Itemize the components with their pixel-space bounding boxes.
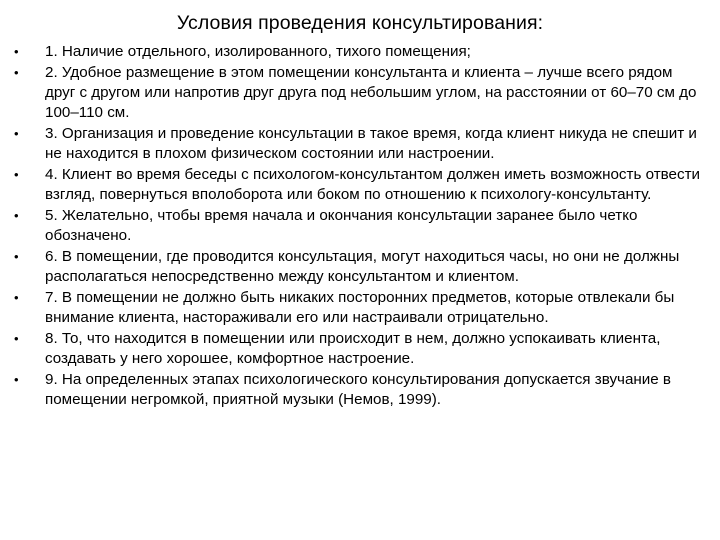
bullet-icon: • — [14, 126, 19, 141]
list-item — [14, 247, 704, 287]
list-item-text: 2. Удобное размещение в этом помещении консультанта и клиента – лучше всего рядом друг с другом или напротив друг друга под небольшим углом, на расстоянии от 60–70 см до 100–110 см. — [45, 64, 697, 121]
list-item-text: 3. Организация и проведение консультации в такое время, когда клиент никуда не спешит и не находится в плохом физическом состоянии или настроении. — [45, 125, 697, 162]
list-item-text: 6. В помещении, где проводится консультация, могут находиться часы, но они не должны располагаться непосредственно между консультантом и клиентом. — [45, 248, 680, 285]
slide-title: Условия проведения консультирования: — [176, 12, 544, 34]
list-item-text: 4. Клиент во время беседы с психологом-консультантом должен иметь возможность отвести взгляд, повернуться вполоборота или боком по отношению к психологу-консультанту. — [45, 166, 701, 203]
list-item-text: 1. Наличие отдельного, изолированного, тихого помещения; — [45, 43, 471, 60]
list-item — [14, 42, 704, 62]
list-item — [14, 63, 704, 123]
list-item-text: 7. В помещении не должно быть никаких посторонних предметов, которые отвлекали бы внимание клиента, настораживали его или настраивали отрицательно. — [45, 289, 675, 326]
bullet-list — [14, 42, 704, 411]
list-item — [14, 206, 704, 246]
bullet-icon: • — [14, 249, 19, 264]
bullet-icon: • — [14, 372, 19, 387]
list-item-text: 9. На определенных этапах психологического консультирования допускается звучание в помещении негромкой, приятной музыки (Немов, 1999). — [45, 371, 671, 408]
bullet-icon: • — [14, 290, 19, 305]
bullet-icon: • — [14, 331, 19, 346]
list-item — [14, 329, 704, 369]
bullet-icon: • — [14, 65, 19, 81]
list-item-text: 5. Желательно, чтобы время начала и окончания консультации заранее было четко обозначено. — [45, 207, 638, 244]
bullet-icon: • — [14, 167, 19, 182]
list-item-text: 8. То, что находится в помещении или происходит в нем, должно успокаивать клиента, создавать у него хорошее, комфортное настроение. — [45, 330, 661, 367]
bullet-icon: • — [14, 44, 19, 59]
list-item — [14, 165, 704, 205]
bullet-icon: • — [14, 208, 19, 223]
list-item — [14, 370, 704, 410]
list-item — [14, 288, 704, 328]
list-item — [14, 124, 704, 164]
